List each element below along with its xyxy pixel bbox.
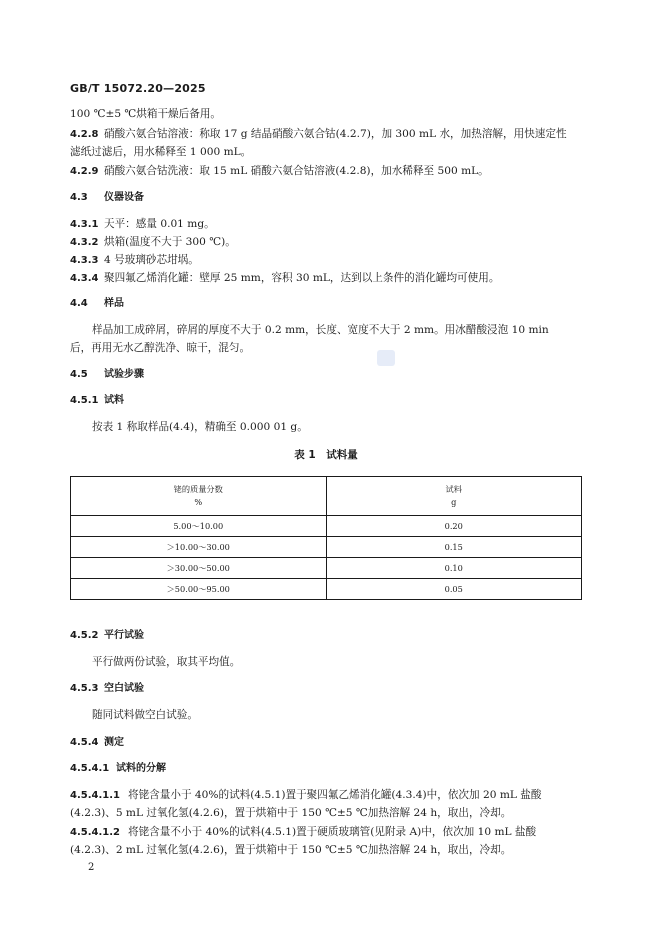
clause-4-3-1 [70, 217, 590, 232]
section-heading-4-5-2 [70, 629, 144, 643]
paragraph-text: 按表 1 称取样品(4.4)，精确至 0.000 01 g。 [92, 421, 308, 433]
section-heading-4-4 [70, 297, 124, 311]
clause-number: 4.5.4.1.2 [70, 827, 120, 838]
section-number: 4.5.2 [70, 630, 99, 641]
table-title: 表 1 试料量 [294, 449, 358, 461]
clause-4-3-4 [70, 271, 590, 286]
clause-text: 天平：感量 0.01 mg。 [104, 218, 215, 230]
table-cell: ＞10.00～30.00 [71, 537, 327, 558]
section-heading-4-5-3 [70, 682, 144, 696]
section-number: 4.4 [70, 298, 88, 309]
table-row [71, 537, 582, 558]
section-number: 4.5.4 [70, 737, 99, 748]
section-heading-4-5-4 [70, 736, 124, 750]
paragraph-text: 随同试料做空白试验。 [92, 709, 198, 721]
section-title: 测定 [104, 737, 124, 748]
paragraph-text-continued: 后，再用无水乙醇洗净、晾干，混匀。 [70, 342, 251, 354]
table-cell: ＞30.00～50.00 [71, 558, 327, 579]
table-row [71, 516, 582, 537]
clause-4-5-4-1-2 [70, 825, 590, 840]
clause-text: 4 号玻璃砂芯坩埚。 [104, 254, 199, 266]
section-title: 试验步骤 [104, 369, 144, 380]
section-title: 试料 [104, 395, 124, 406]
table-cell: 5.00～10.00 [71, 516, 327, 537]
section-heading-4-3 [70, 191, 144, 205]
clause-text: 硝酸六氨合钴溶液：称取 17 g 结晶硝酸六氨合钴(4.2.7)，加 300 mL 水，加热溶解，用快速定性 [104, 128, 567, 140]
clause-4-3-3 [70, 253, 590, 268]
table-cell: 0.20 [326, 516, 582, 537]
section-title: 平行试验 [104, 630, 144, 641]
page-number: 2 [88, 862, 95, 873]
table-header-cell [71, 477, 327, 516]
clause-text-continued: 滤纸过滤后，用水稀释至 1 000 mL。 [70, 146, 252, 158]
section-number: 4.5.1 [70, 395, 99, 406]
section-number: 4.5.4.1 [70, 763, 110, 774]
section-heading-4-5-4-1 [70, 762, 166, 776]
clause-number: 4.3.2 [70, 237, 99, 248]
clause-number: 4.5.4.1.1 [70, 790, 120, 801]
clause-number: 4.3.1 [70, 219, 99, 230]
paragraph-text: 平行做两份试验，取其平均值。 [92, 656, 241, 668]
table-header-row [71, 477, 582, 516]
clause-number: 4.2.9 [70, 166, 99, 177]
clause-number: 4.3.3 [70, 255, 99, 266]
sample-mass-table [70, 476, 582, 600]
column-unit: g [451, 497, 457, 507]
section-heading-4-5 [70, 368, 144, 382]
clause-text: 将铑含量小于 40%的试料(4.5.1)置于聚四氟乙烯消化罐(4.3.4)中，依次加 20 mL 盐酸 [128, 789, 542, 801]
watermark-logo [377, 350, 395, 366]
clause-4-2-8 [70, 127, 590, 142]
clause-text: 烘箱(温度不大于 300 ℃)。 [104, 236, 236, 248]
clause-text: 硝酸六氨合钴洗液：取 15 mL 硝酸六氨合钴溶液(4.2.8)，加水稀释至 500 mL。 [104, 165, 489, 177]
table-cell: 0.15 [326, 537, 582, 558]
clause-text: 聚四氟乙烯消化罐：壁厚 25 mm，容积 30 mL，达到以上条件的消化罐均可使用。 [104, 272, 500, 284]
table-cell: ＞50.00～95.00 [71, 579, 327, 600]
section-title: 仪器设备 [104, 192, 144, 203]
table-cell: 0.05 [326, 579, 582, 600]
paragraph-text: 样品加工成碎屑，碎屑的厚度不大于 0.2 mm，长度、宽度不大于 2 mm。用冰醋酸浸泡 10 min [92, 324, 549, 336]
section-title: 试料的分解 [116, 763, 166, 774]
text-line: 100 ℃±5 ℃烘箱干燥后备用。 [70, 108, 222, 120]
section-title: 样品 [104, 298, 124, 309]
table-row [71, 558, 582, 579]
column-name: 铑的质量分数 [173, 484, 223, 494]
section-number: 4.5 [70, 369, 88, 380]
standard-header: GB/T 15072.20—2025 [70, 82, 206, 95]
section-number: 4.3 [70, 192, 88, 203]
clause-text-continued: (4.2.3)、2 mL 过氧化氢(4.2.6)，置于烘箱中于 150 ℃±5 ℃加热溶解 24 h，取出，冷却。 [70, 844, 512, 856]
table-cell: 0.10 [326, 558, 582, 579]
table-row [71, 579, 582, 600]
clause-number: 4.2.8 [70, 129, 99, 140]
table-header-cell [326, 477, 582, 516]
section-heading-4-5-1 [70, 394, 124, 408]
clause-4-2-9 [70, 164, 590, 179]
clause-4-5-4-1-1 [70, 788, 590, 803]
clause-number: 4.3.4 [70, 273, 99, 284]
column-name: 试料 [445, 484, 462, 494]
section-number: 4.5.3 [70, 683, 99, 694]
clause-4-3-2 [70, 235, 590, 250]
section-title: 空白试验 [104, 683, 144, 694]
clause-text-continued: (4.2.3)、5 mL 过氧化氢(4.2.6)，置于烘箱中于 150 ℃±5 ℃加热溶解 24 h，取出，冷却。 [70, 807, 512, 819]
column-unit: % [194, 497, 203, 507]
clause-text: 将铑含量不小于 40%的试料(4.5.1)置于硬质玻璃管(见附录 A)中，依次加 10 mL 盐酸 [128, 826, 537, 838]
